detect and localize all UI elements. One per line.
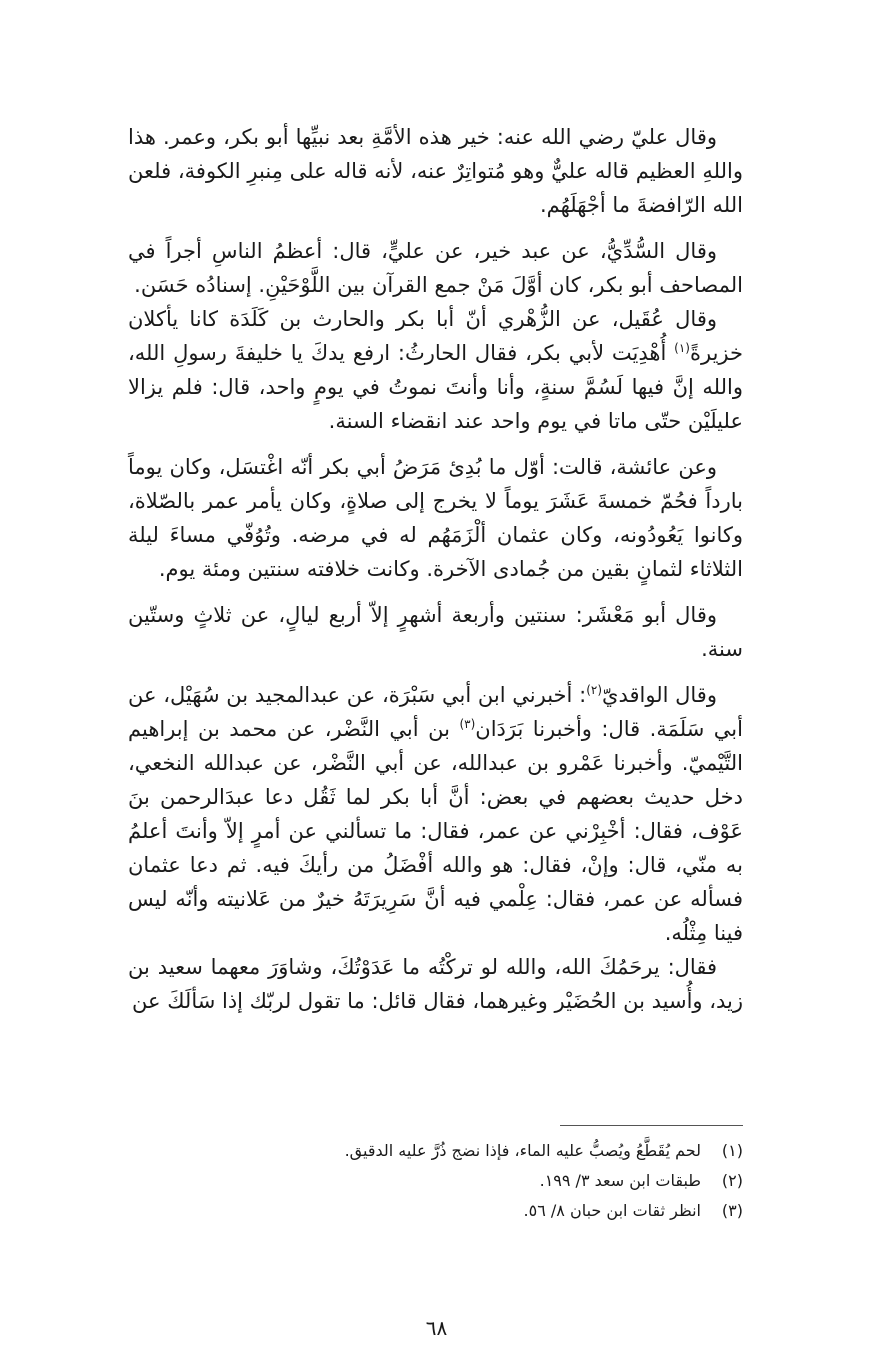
page-number: ٦٨ [425,1316,448,1340]
footnote-divider [560,1125,743,1126]
paragraph-abu-mashar: وقال أبو مَعْشَر: سنتين وأربعة أشهرٍ إلاّ أربع ليالٍ، عن ثلاثٍ وستّين سنة. [128,603,743,661]
footnotes [128,1136,743,1226]
paragraph-ali: وقال عليّ رضي الله عنه: خير هذه الأمَّةِ بعد نبيِّها أبو بكر، وعمر. هذا واللهِ العظيم قاله عليٌّ وهو مُتواتِرٌ عنه، لأنه قاله على مِنبرِ الكوفة، فلعن الله الرّافضةَ ما أجْهَلَهُم. [128,125,743,217]
footnote-text: لحم يُقَطَّعُ ويُصبُّ عليه الماء، فإذا نضج ذُرَّ عليه الدقيق. [344,1141,701,1160]
footnote-ref-3[interactable]: (٣) [459,717,476,731]
paragraph-aisha: وعن عائشة، قالت: أوّل ما بُدِئ مَرَضُ أبي بكر أنّه اغْتسَل، وكان يوماً بارداً فحُمّ خمسةَ عَشَرَ يوماً لا يخرج إلى صلاةٍ، وكان يأمر عمر بالصّلاة، وكانوا يَعُودُونه، وكان عثمان ألْزَمَهُم له في مرضه. وتُوُفّي مساءَ ليلة الثلاثاء لثمانٍ بقين من جُمادى الآخرة. وكانت خلافته سنتين ومئة يوم. [128,455,743,581]
paragraph-suddi: وقال السُّدِّيُّ، عن عبد خير، عن عليٍّ، قال: أعظمُ الناسِ أجراً في المصاحف أبو بكر، كان أوَّلَ مَنْ جمع القرآن بين اللَّوْحَيْنِ. إسنادُه حَسَن. [128,239,743,297]
main-text [128,120,743,1018]
paragraph-waqidi [128,678,743,950]
footnote-3 [128,1196,743,1226]
paragraph-waqidi-mid1: : أخبرني ابن أبي سَبْرَة، عن عبدالمجيد بن سُهَيْل، عن أبي سَلَمَة. قال: وأخبرنا بَرَدَان [128,683,743,741]
footnote-1 [128,1136,743,1166]
paragraph-uqail-start: وقال عُقَيل، عن الزُّهْري أنّ أبا بكر والحارث بن كَلَدَة كانا يأكلان خزيرةً [128,307,743,365]
paragraph-final: فقال: يرحَمُكَ الله، والله لو تركْتُه ما عَدَوْتُكَ، وشاوَرَ معهما سعيد بن زيد، وأُسيد بن الحُضَيْر وغيرهما، فقال قائل: ما تقول لربّك إذا سَألَكَ عن [128,955,743,1013]
footnote-number: (٢) [721,1171,743,1190]
paragraph-uqail [128,302,743,438]
footnote-ref-1[interactable]: (١) [674,341,690,355]
footnote-number: (١) [721,1141,743,1160]
footnote-number: (٣) [721,1201,743,1220]
footnote-ref-2[interactable]: (٢) [586,683,603,697]
paragraph-waqidi-start: وقال الواقديّ [602,683,717,707]
paragraph-waqidi-mid2: بن أبي النَّضْر، عن محمد بن إبراهيم التَّيْميّ. وأخبرنا عَمْرو بن عبدالله، عن أبي النَّضْر، عن عبدالله النخعي، دخل حديث بعضهم في بعض: أنَّ أبا بكر لما ثَقُل دعا عبدَالرحمن بنَ عَوْف، فقال: أخْبِرْني عن عمر، فقال: ما تسألني عن أمرٍ إلاّ وأنتَ أعلمُ به منّي، قال: وإنْ، فقال: هو والله أفْضَلُ من رأيكَ فيه. ثم دعا عثمان فسأله عن عمر، فقال: عِلْمي فيه أنَّ سَرِيرَتَهُ خيرٌ من عَلانيته وأنّه ليس فينا مِثْلُه. [128,717,743,945]
footnote-text: طبقات ابن سعد ٣/ ١٩٩. [539,1171,701,1190]
paragraph-uqail-rest: أُهْدِيَت لأبي بكر، فقال الحارثُ: ارفع يدكَ يا خليفةَ رسولِ الله، والله إنَّ فيها لَسُمَّ سنةٍ، وأنا وأنتَ نموتُ في يومٍ واحد، قال: فلم يزالا عليلَيْن حتّى ماتا في يوم واحد عند انقضاء السنة. [128,341,743,433]
footnote-2 [128,1166,743,1196]
footnote-text: انظر ثقات ابن حبان ٨/ ٥٦. [523,1201,701,1220]
